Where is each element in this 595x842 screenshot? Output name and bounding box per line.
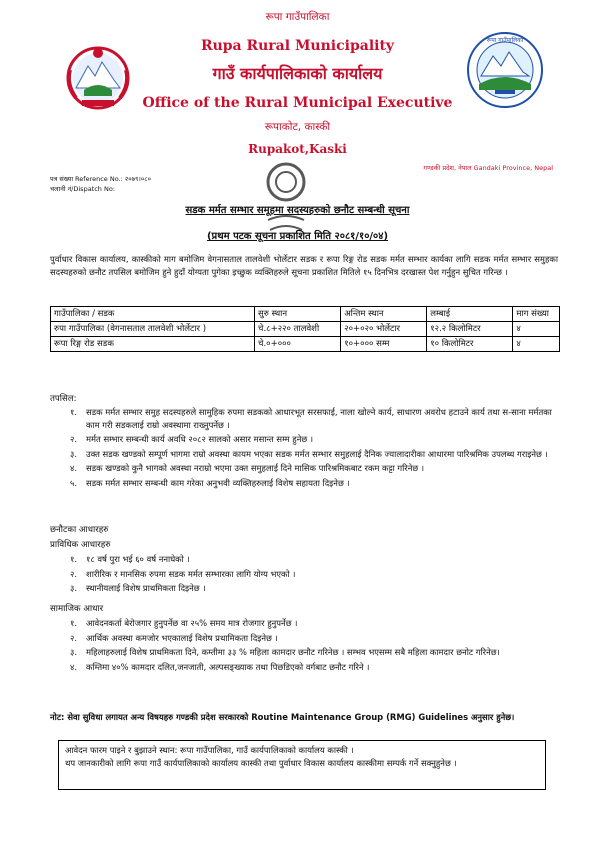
table-header: अन्तिम स्थान bbox=[341, 307, 427, 322]
table-row bbox=[51, 337, 560, 352]
tapasil-list bbox=[50, 406, 558, 489]
tapasil-heading: तपसिल: bbox=[50, 394, 77, 404]
table-header-row bbox=[51, 307, 560, 322]
list-item-text: १८ वर्ष पुरा भई ६० वर्ष ननाघेको । bbox=[86, 554, 190, 564]
header-municipality-en: Rupa Rural Municipality bbox=[200, 38, 395, 54]
table-cell: चे.८+२२० तालवेशी bbox=[255, 322, 341, 337]
table-header: गाउँपालिका / सडक bbox=[51, 307, 255, 322]
notice-subtitle: (प्रथम पटक सूचना प्रकाशित मिति २०८१/१०/०४) bbox=[206, 231, 389, 242]
list-item-number: ३. bbox=[70, 647, 78, 657]
list-item bbox=[50, 406, 558, 431]
table-cell: १२.२ किलोमिटर bbox=[427, 322, 513, 337]
list-item bbox=[50, 477, 558, 490]
list-item bbox=[50, 448, 558, 461]
list-item-number: ४. bbox=[70, 661, 78, 672]
social-list bbox=[50, 617, 558, 673]
list-item-text: कम्तिमा ४०% कामदार दलित,जनजाती, अल्पसङ्ख्याक तथा पिछडिएको वर्गबाट छनौट गरिने । bbox=[86, 661, 370, 672]
contact-info: थप जानकारीको लागि रूपा गाउँ कार्यपालिकाको कार्यालय कास्की तथा पुर्वाधार विकास कार्यालय कास्कीमा सम्पर्क गर्ने सक्नुहुनेछ । bbox=[65, 758, 457, 768]
notice-title: सडक मर्मत सम्भार समूहमा सदस्यहरुको छनौट सम्बन्धी सूचना bbox=[185, 205, 410, 216]
list-item-number: ३. bbox=[70, 448, 78, 459]
list-item bbox=[50, 553, 558, 566]
table-header: लम्बाई bbox=[427, 307, 513, 322]
table-cell: रुपा गाउँपालिका (वेगनासताल तालवेशी भोर्लेटार ) bbox=[51, 322, 255, 337]
table-cell: २०+०२० भोर्लेटार bbox=[341, 322, 427, 337]
list-item bbox=[50, 646, 558, 659]
table-cell: १०+००० सम्म bbox=[341, 337, 427, 352]
list-item-number: २. bbox=[70, 632, 78, 643]
list-item-text: आवेदनकर्ता बेरोजगार हुनुपर्नेछ वा २५% समय मात्र रोजगार हुनुपर्नेछ । bbox=[86, 618, 298, 628]
dispatch-number: चलानी नं/Dispatch No: bbox=[50, 185, 116, 193]
list-item-text: मर्मत सम्भार सम्बन्धी कार्य अवधि २०८२ सालको असार मसान्त सम्म हुनेछ । bbox=[86, 434, 314, 444]
table-row bbox=[51, 322, 560, 337]
note-label: नोट: bbox=[50, 712, 65, 722]
table-cell: ४ bbox=[513, 337, 560, 352]
header-office-en: Office of the Rural Municipal Executive bbox=[142, 95, 453, 111]
table-cell: १० किलोमिटर bbox=[427, 337, 513, 352]
list-item-text: उक्त सडक खण्डको सम्पूर्ण भागमा राम्रो अवस्था कायम भएका सडक मर्मत सम्भार समुहलाई दैनिक ज्यालादारीका आधारमा पारिश्रमिक उपलब्ध गराइनेछ । bbox=[86, 448, 548, 459]
road-table bbox=[50, 306, 560, 352]
header-address-np: रूपाकोट, कास्की bbox=[264, 121, 331, 133]
municipality-logo-text: रूपा गाउँपालिका bbox=[486, 37, 524, 44]
list-item-number: १. bbox=[70, 618, 78, 628]
table-cell: चे.०+००० bbox=[255, 337, 341, 352]
list-item-text: स्थानीयलाई विशेष प्राथमिकता दिइनेछ । bbox=[86, 583, 206, 593]
social-heading: सामाजिक आधार bbox=[50, 604, 104, 614]
technical-heading: प्राविधिक आधारहरु bbox=[50, 540, 111, 550]
selection-heading: छनौटका आधारहरु bbox=[50, 525, 109, 535]
list-item bbox=[50, 462, 558, 475]
table-cell: ४ bbox=[513, 322, 560, 337]
list-item-number: ३. bbox=[70, 583, 78, 593]
header-province: गण्डकी प्रदेश, नेपाल Gandaki Province, Nepal bbox=[423, 164, 553, 172]
list-item bbox=[50, 433, 558, 446]
list-item-text: महिलाहरुलाई विशेष प्राथमिकता दिने, कम्तीमा ३३ % महिला कामदार छनौट गरिनेछ । सम्भव भएसम्म सबै महिला कामदार छनोट गरिनेछ। bbox=[86, 647, 500, 657]
list-item-number: १. bbox=[70, 407, 78, 417]
table-header: सुरु स्थान bbox=[255, 307, 341, 322]
header-address-en: Rupakot,Kaski bbox=[248, 142, 347, 156]
list-item-text: शारीरिक र मानसिक रुपमा सडक मर्मत सम्भारका लागि योग्य भएको । bbox=[86, 568, 296, 579]
note-text: सेवा सुविधा लगायत अन्य विषयहरु गण्डकी प्रदेश सरकारको Routine Maintenance Group (RMG) Guidelines अनुसार हुनेछ। bbox=[67, 712, 515, 722]
intro-paragraph: पुर्वाधार विकास कार्यालय, कास्कीको माग बमोजिम वेगनासताल तालवेशी भोर्लेटार सडक र रूपा रिङ्ग रोड सडक मर्मत सम्भार कार्यका लागि सडक मर्मत सम्भार समुहका सदस्यहरुको छनौट तपसिल बमोजिम हुने हुदाँ योग्यता पुगेका इच्छुक व्यक्तिहरुले सूचना प्रकाशित मितिले १५ दिनभित्र दरखास्त पेश गर्नुहुन सुचित गरिन्छ । bbox=[50, 254, 558, 277]
list-item bbox=[50, 661, 558, 674]
application-info-box bbox=[58, 740, 546, 790]
list-item-number: २. bbox=[70, 434, 78, 444]
municipality-logo bbox=[465, 30, 545, 110]
technical-list bbox=[50, 553, 558, 595]
note-paragraph bbox=[50, 711, 558, 724]
list-item bbox=[50, 568, 558, 581]
list-item bbox=[50, 617, 558, 630]
list-item-number: १. bbox=[70, 554, 78, 564]
table-cell: रूपा रिङ्ग रोड सडक bbox=[51, 337, 255, 352]
reference-number: पत्र संख्या Reference No.: २०७९।०८० bbox=[50, 175, 152, 183]
list-item-text: सडक खण्डको कुनै भागको अवस्था नराम्रो भएमा उक्त समुहलाई दिने मासिक पारिश्रमिकबाट रकम कट्टा गरिनेछ । bbox=[86, 463, 425, 473]
list-item-number: २. bbox=[70, 568, 78, 579]
list-item bbox=[50, 582, 558, 595]
list-item-number: ५. bbox=[70, 477, 78, 488]
table-header: माग संख्या bbox=[513, 307, 560, 322]
header-office-np: गाउँ कार्यपालिकाको कार्यालय bbox=[212, 64, 383, 83]
list-item-text: आर्थिक अवस्था कमजोर भएकालाई विशेष प्रथामिकता दिइनेछ । bbox=[86, 632, 278, 643]
application-place: आवेदन फारम पाइने र बुझाउने स्थान: रूपा गाउँपालिका, गाउँ कार्यपालिकाको कार्यालय कास्की । bbox=[65, 745, 354, 755]
list-item-number: ४. bbox=[70, 463, 78, 473]
list-item-text: सडक मर्मत सम्भार सम्बन्धी काम गरेका अनुभवी व्यक्तिहरुलाई विशेष सहायता दिइनेछ । bbox=[86, 477, 350, 488]
list-item bbox=[50, 632, 558, 645]
header-line1: रूपा गाउँपालिका bbox=[265, 11, 330, 23]
list-item-text: सडक मर्मत सम्भार समुह सदस्यहरुले सामुहिक रुपमा सडकको आधारभूत सरसफाई, नाला खोल्ने कार्य, साधारण अवरोध हटाउने कार्य तथा स-साना मर्मतका काम गरी सडकलाई राम्रो अवस्थामा राख्नुपर्नेछ । bbox=[86, 407, 552, 430]
